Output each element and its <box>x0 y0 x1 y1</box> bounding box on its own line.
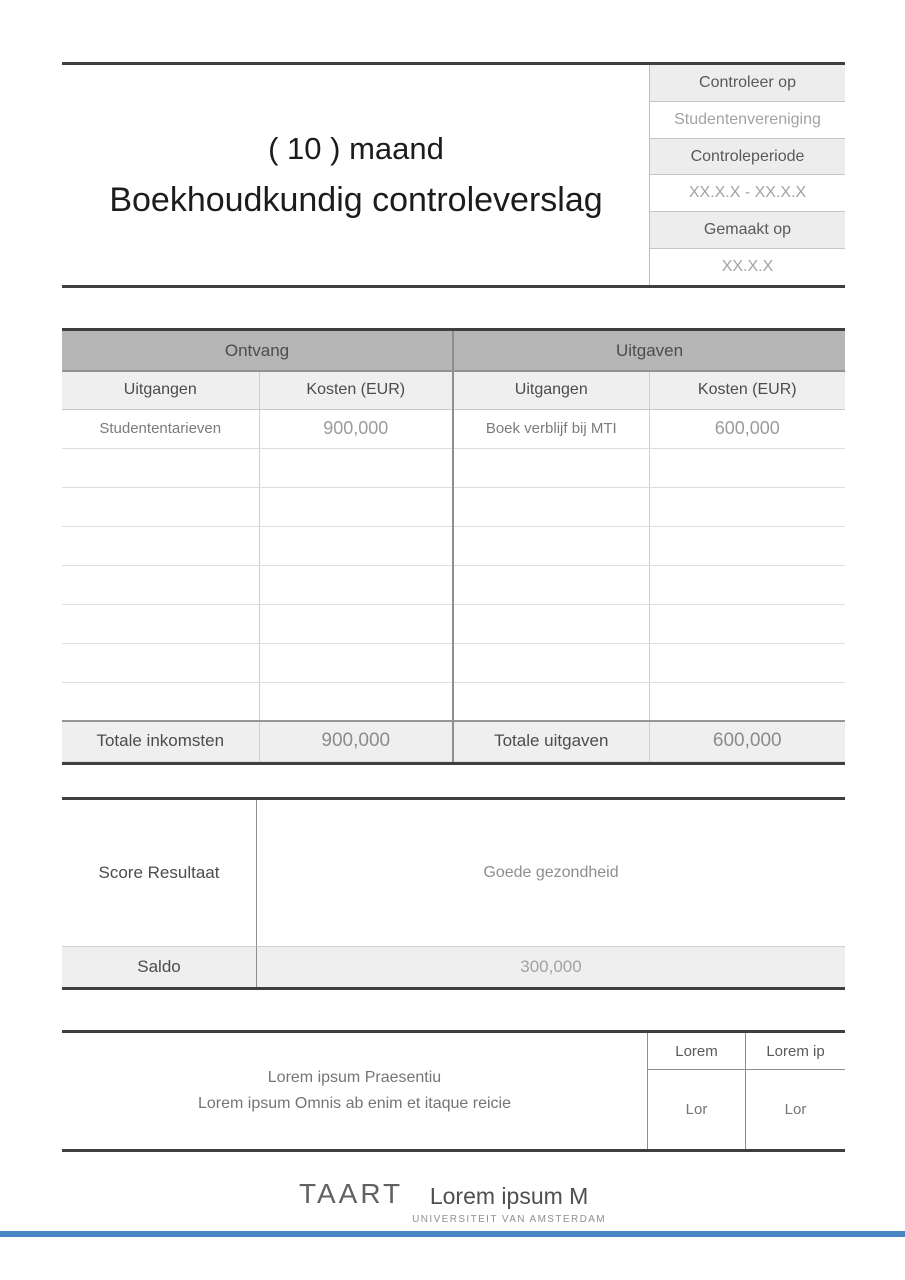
signature-header-2: Lorem ip <box>746 1033 845 1070</box>
ledger-table-wrap <box>62 328 845 765</box>
group-header-row <box>62 331 845 371</box>
col-header-kosten-right: Kosten (EUR) <box>649 371 845 409</box>
info-label-controleer-op: Controleer op <box>650 65 845 102</box>
table-row-empty <box>62 565 845 604</box>
expense-item-label: Boek verblijf bij MTI <box>453 409 649 448</box>
total-income-label: Totale inkomsten <box>62 721 259 761</box>
info-value-datum: XX.X.X <box>650 249 845 285</box>
table-row-empty <box>62 526 845 565</box>
ledger-table <box>62 331 845 762</box>
report-month-title: ( 10 ) maand <box>268 130 444 166</box>
info-value-organisatie: Studentenvereniging <box>650 102 845 139</box>
table-row-empty <box>62 448 845 487</box>
income-item-value: 900,000 <box>259 409 453 448</box>
signature-cell-1: Lor <box>648 1070 746 1149</box>
col-header-kosten-left: Kosten (EUR) <box>259 371 453 409</box>
notes-line-1: Lorem ipsum Praesentiu <box>267 1069 442 1086</box>
title-block <box>62 65 650 285</box>
signature-table <box>647 1033 845 1149</box>
header-info-table <box>649 65 845 285</box>
table-row-empty <box>62 682 845 721</box>
table-row <box>62 409 845 448</box>
col-header-uitgangen-right: Uitgangen <box>453 371 649 409</box>
saldo-label: Saldo <box>62 946 257 987</box>
notes-line-2: Lorem ipsum Omnis ab enim et itaque reicie <box>197 1095 512 1112</box>
score-result-value: Goede gezondheid <box>483 864 619 881</box>
expense-item-value: 600,000 <box>649 409 845 448</box>
table-row-empty <box>62 604 845 643</box>
total-income-value: 900,000 <box>259 721 453 761</box>
info-value-periode: XX.X.X - XX.X.X <box>650 175 845 212</box>
footer-logo <box>0 1178 905 1225</box>
signature-cell-2: Lor <box>784 1101 807 1118</box>
income-item-label: Studententarieven <box>62 409 259 448</box>
brand-logo-text: TAART <box>298 1178 404 1209</box>
notes-text <box>62 1033 647 1149</box>
brand-logo-right <box>412 1183 606 1225</box>
table-row-empty <box>62 487 845 526</box>
report-title: Boekhoudkundig controleverslag <box>109 180 603 219</box>
score-result-label: Score Resultaat <box>62 800 257 946</box>
notes-section <box>62 1030 845 1152</box>
accent-bar <box>0 1231 905 1237</box>
saldo-value: 300,000 <box>257 946 845 987</box>
university-subtitle: UNIVERSITEIT VAN AMSTERDAM <box>412 1214 607 1225</box>
signature-header-1: Lorem <box>648 1033 746 1070</box>
group-header-ontvang: Ontvang <box>62 331 453 371</box>
col-header-uitgangen-left: Uitgangen <box>62 371 259 409</box>
total-expense-label: Totale uitgaven <box>453 721 649 761</box>
score-section <box>62 797 845 990</box>
totals-row <box>62 721 845 761</box>
group-header-uitgaven: Uitgaven <box>453 331 845 371</box>
total-expense-value: 600,000 <box>649 721 845 761</box>
table-row-empty <box>62 643 845 682</box>
brand-suffix-text: Lorem ipsum M <box>429 1183 589 1209</box>
info-label-controleperiode: Controleperiode <box>650 139 845 176</box>
header-section <box>62 62 845 288</box>
column-header-row <box>62 371 845 409</box>
info-label-gemaakt-op: Gemaakt op <box>650 212 845 249</box>
